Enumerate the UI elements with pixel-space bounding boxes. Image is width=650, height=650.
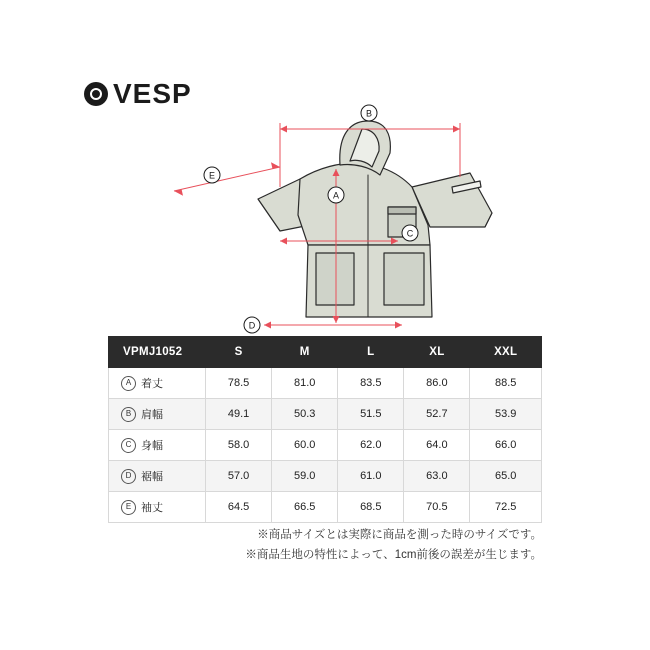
cell-b-m: 50.3 [272, 399, 338, 430]
svg-text:B: B [365, 108, 373, 119]
cell-a-xxl: 88.5 [470, 368, 542, 399]
size-header-m: M [272, 337, 338, 368]
table-header-row [109, 337, 542, 368]
footnotes [108, 525, 542, 565]
cell-e-xl: 70.5 [404, 492, 470, 523]
table-row [109, 461, 542, 492]
marker-a-icon: A [121, 376, 136, 391]
row-label-e [109, 492, 206, 523]
marker-b-icon: B [121, 407, 136, 422]
row-label-text: 肩幅 [141, 409, 163, 421]
table-row [109, 492, 542, 523]
size-header-xl: XL [404, 337, 470, 368]
size-header-l: L [338, 337, 404, 368]
cell-d-l: 61.0 [338, 461, 404, 492]
svg-text:A: A [332, 190, 340, 201]
cell-b-s: 49.1 [206, 399, 272, 430]
cell-a-s: 78.5 [206, 368, 272, 399]
vesp-circle-mark-icon [84, 82, 108, 106]
row-label-d [109, 461, 206, 492]
cell-c-xl: 64.0 [404, 430, 470, 461]
cell-d-xl: 63.0 [404, 461, 470, 492]
brand-name: VESP [113, 78, 192, 109]
size-table-header [109, 337, 542, 368]
cell-a-l: 83.5 [338, 368, 404, 399]
cell-d-s: 57.0 [206, 461, 272, 492]
row-label-text: 袖丈 [141, 502, 163, 514]
size-header-xxl: XXL [470, 337, 542, 368]
row-label-text: 身幅 [141, 440, 163, 452]
marker-d-icon: D [121, 469, 136, 484]
table-row [109, 430, 542, 461]
cell-c-xxl: 66.0 [470, 430, 542, 461]
cell-e-m: 66.5 [272, 492, 338, 523]
marker-e-icon: E [121, 500, 136, 515]
cell-d-m: 59.0 [272, 461, 338, 492]
row-label-b [109, 399, 206, 430]
cell-e-l: 68.5 [338, 492, 404, 523]
product-code-cell: VPMJ1052 [109, 337, 206, 368]
cell-c-m: 60.0 [272, 430, 338, 461]
size-table-body [109, 368, 542, 523]
cell-d-xxl: 65.0 [470, 461, 542, 492]
cell-a-xl: 86.0 [404, 368, 470, 399]
footnote-1: ※商品サイズとは実際に商品を測った時のサイズです。 [257, 529, 542, 541]
cell-b-xl: 52.7 [404, 399, 470, 430]
cell-c-l: 62.0 [338, 430, 404, 461]
cell-e-s: 64.5 [206, 492, 272, 523]
cell-b-xxl: 53.9 [470, 399, 542, 430]
svg-text:E: E [208, 170, 216, 181]
svg-text:D: D [248, 320, 256, 331]
row-label-text: 着丈 [141, 378, 163, 390]
table-row [109, 399, 542, 430]
cell-e-xxl: 72.5 [470, 492, 542, 523]
table-row [109, 368, 542, 399]
cell-b-l: 51.5 [338, 399, 404, 430]
footnote-2: ※商品生地の特性によって、1cm前後の誤差が生じます。 [245, 549, 542, 561]
row-label-text: 裾幅 [141, 471, 163, 483]
size-header-s: S [206, 337, 272, 368]
svg-text:C: C [406, 228, 414, 239]
cell-a-m: 81.0 [272, 368, 338, 399]
jacket-measurement-diagram [140, 95, 530, 335]
marker-c-icon: C [121, 438, 136, 453]
cell-c-s: 58.0 [206, 430, 272, 461]
size-table [108, 336, 542, 523]
row-label-a [109, 368, 206, 399]
row-label-c [109, 430, 206, 461]
